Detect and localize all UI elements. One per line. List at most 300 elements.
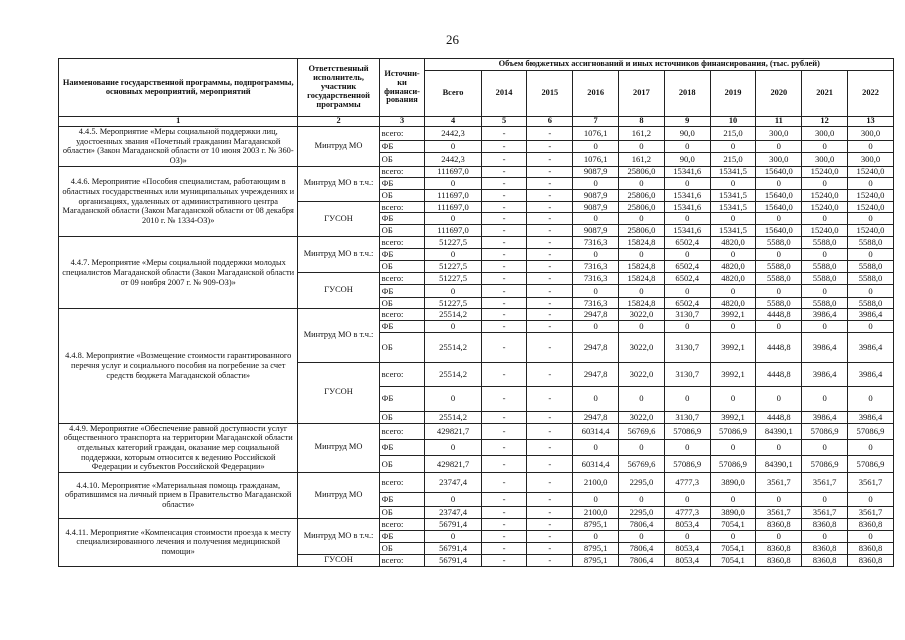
amount-cell: 3561,7 [802, 472, 848, 492]
amount-cell: 15240,0 [802, 189, 848, 201]
amount-cell: 8795,1 [573, 542, 619, 554]
amount-cell: 3986,4 [848, 411, 894, 423]
amount-cell: 0 [619, 320, 665, 332]
funding-source: ФБ [379, 140, 425, 152]
executor-cell: ГУСОН [298, 554, 379, 566]
amount-cell: 0 [619, 439, 665, 455]
amount-cell: 15240,0 [848, 224, 894, 236]
table-row [59, 166, 894, 177]
amount-cell: 51227,5 [425, 260, 481, 273]
table-row [59, 127, 894, 141]
amount-cell: 111697,0 [425, 224, 481, 236]
amount-cell: 1076,1 [573, 153, 619, 166]
executor-cell: Минтруд МО в т.ч.: [298, 166, 379, 201]
amount-cell: 8053,4 [664, 554, 710, 566]
amount-cell: 57086,9 [664, 456, 710, 472]
amount-cell: 8795,1 [573, 518, 619, 530]
amount-cell: 7316,3 [573, 273, 619, 285]
amount-cell: 0 [756, 285, 802, 297]
amount-cell: 0 [710, 320, 756, 332]
amount-cell: 3992,1 [710, 309, 756, 321]
amount-cell: - [481, 309, 527, 321]
amount-cell: 215,0 [710, 127, 756, 141]
table-header [59, 59, 894, 127]
amount-cell: - [527, 362, 573, 386]
amount-cell: 0 [710, 439, 756, 455]
amount-cell: 0 [664, 530, 710, 542]
amount-cell: 15824,8 [619, 297, 665, 309]
amount-cell: 3130,7 [664, 332, 710, 362]
amount-cell: 3992,1 [710, 362, 756, 386]
amount-cell: 0 [848, 140, 894, 152]
amount-cell: 9087,9 [573, 202, 619, 213]
amount-cell: 0 [802, 320, 848, 332]
funding-source: всего: [379, 309, 425, 321]
table-body [59, 127, 894, 567]
amount-cell: - [527, 472, 573, 492]
amount-cell: - [527, 492, 573, 506]
table-row [59, 518, 894, 530]
executor-cell: Минтруд МО в т.ч.: [298, 309, 379, 363]
amount-cell: 57086,9 [664, 423, 710, 439]
measure-name: 4.4.7. Мероприятие «Меры социальной поддержки молодых специалистов Магаданской области (Закон Магаданской области от 09 ноября 2007 г. № 909-ОЗ)» [59, 237, 298, 309]
amount-cell: 23747,4 [425, 472, 481, 492]
amount-cell: 6502,4 [664, 273, 710, 285]
header-year: 2016 [573, 71, 619, 117]
header-name: Наименование государственной программы, подпрограммы, основных мероприятий, мероприятий [59, 59, 298, 117]
amount-cell: 0 [756, 530, 802, 542]
amount-cell: 3022,0 [619, 309, 665, 321]
amount-cell: 3890,0 [710, 472, 756, 492]
amount-cell: 7054,1 [710, 554, 756, 566]
amount-cell: 0 [802, 530, 848, 542]
amount-cell: - [481, 439, 527, 455]
funding-source: всего: [379, 423, 425, 439]
amount-cell: 15240,0 [802, 166, 848, 177]
amount-cell: 0 [619, 492, 665, 506]
amount-cell: 3022,0 [619, 332, 665, 362]
budget-table [58, 58, 894, 567]
amount-cell: 2947,8 [573, 362, 619, 386]
amount-cell: 15824,8 [619, 273, 665, 285]
column-number: 1 [59, 117, 298, 127]
amount-cell: 15341,5 [710, 224, 756, 236]
amount-cell: 9087,9 [573, 189, 619, 201]
funding-source: ОБ [379, 224, 425, 236]
amount-cell: 0 [848, 213, 894, 225]
amount-cell: 84390,1 [756, 423, 802, 439]
amount-cell: - [481, 178, 527, 190]
amount-cell: 1076,1 [573, 127, 619, 141]
amount-cell: 60314,4 [573, 456, 619, 472]
amount-cell: 161,2 [619, 153, 665, 166]
amount-cell: 4820,0 [710, 237, 756, 249]
header-year: 2018 [664, 71, 710, 117]
amount-cell: 3986,4 [848, 309, 894, 321]
amount-cell: 300,0 [802, 153, 848, 166]
amount-cell: 0 [756, 386, 802, 411]
amount-cell: 0 [664, 213, 710, 225]
amount-cell: - [481, 456, 527, 472]
amount-cell: 60314,4 [573, 423, 619, 439]
amount-cell: - [481, 518, 527, 530]
amount-cell: 0 [573, 439, 619, 455]
amount-cell: 8053,4 [664, 518, 710, 530]
amount-cell: 3561,7 [802, 506, 848, 518]
amount-cell: 5588,0 [756, 260, 802, 273]
amount-cell: - [527, 166, 573, 177]
amount-cell: 0 [756, 178, 802, 190]
amount-cell: 15640,0 [756, 189, 802, 201]
amount-cell: 0 [802, 213, 848, 225]
table-row [59, 309, 894, 321]
funding-source: ФБ [379, 248, 425, 260]
amount-cell: 90,0 [664, 153, 710, 166]
funding-source: всего: [379, 166, 425, 177]
amount-cell: 57086,9 [848, 456, 894, 472]
amount-cell: 0 [710, 492, 756, 506]
amount-cell: 7806,4 [619, 518, 665, 530]
funding-source: ФБ [379, 178, 425, 190]
amount-cell: 8360,8 [848, 554, 894, 566]
amount-cell: 0 [619, 248, 665, 260]
funding-source: ФБ [379, 530, 425, 542]
amount-cell: 0 [848, 248, 894, 260]
amount-cell: 0 [848, 439, 894, 455]
amount-cell: - [481, 273, 527, 285]
amount-cell: 0 [756, 140, 802, 152]
amount-cell: 8795,1 [573, 554, 619, 566]
amount-cell: 8360,8 [756, 554, 802, 566]
amount-cell: 0 [710, 386, 756, 411]
amount-cell: 8360,8 [848, 518, 894, 530]
funding-source: всего: [379, 554, 425, 566]
amount-cell: 9087,9 [573, 224, 619, 236]
amount-cell: 0 [664, 386, 710, 411]
amount-cell: 2947,8 [573, 309, 619, 321]
amount-cell: 0 [802, 386, 848, 411]
amount-cell: 15240,0 [848, 166, 894, 177]
amount-cell: 0 [573, 140, 619, 152]
header-year: 2019 [710, 71, 756, 117]
funding-source: всего: [379, 127, 425, 141]
amount-cell: 0 [425, 320, 481, 332]
amount-cell: 4448,8 [756, 309, 802, 321]
amount-cell: 3130,7 [664, 411, 710, 423]
amount-cell: 0 [756, 248, 802, 260]
amount-cell: 5588,0 [848, 273, 894, 285]
funding-source: ФБ [379, 213, 425, 225]
amount-cell: 7316,3 [573, 297, 619, 309]
amount-cell: 15824,8 [619, 260, 665, 273]
amount-cell: 0 [710, 530, 756, 542]
header-volume: Объем бюджетных ассигнований и иных источников финансирования, (тыс. рублей) [425, 59, 894, 71]
header-year: 2014 [481, 71, 527, 117]
amount-cell: 2100,0 [573, 472, 619, 492]
amount-cell: 15341,6 [664, 224, 710, 236]
amount-cell: 3561,7 [848, 472, 894, 492]
amount-cell: 0 [710, 213, 756, 225]
header-year: 2015 [527, 71, 573, 117]
executor-cell: ГУСОН [298, 362, 379, 423]
amount-cell: 23747,4 [425, 506, 481, 518]
amount-cell: - [527, 248, 573, 260]
amount-cell: 0 [756, 213, 802, 225]
amount-cell: 15341,6 [664, 189, 710, 201]
amount-cell: 15341,6 [664, 202, 710, 213]
measure-name: 4.4.6. Мероприятие «Пособия специалистам, работающим в областных государственных или муниципальных учреждениях и организациях, удаленных от административного центра Магаданской области (Закон Магаданской области от 08 декабря 2010 г. № 1334-ОЗ)» [59, 166, 298, 237]
amount-cell: 0 [425, 140, 481, 152]
amount-cell: 3561,7 [848, 506, 894, 518]
amount-cell: 7316,3 [573, 260, 619, 273]
amount-cell: - [527, 297, 573, 309]
amount-cell: 0 [802, 248, 848, 260]
amount-cell: - [527, 554, 573, 566]
amount-cell: 111697,0 [425, 189, 481, 201]
amount-cell: - [481, 237, 527, 249]
amount-cell: 15240,0 [802, 224, 848, 236]
amount-cell: - [481, 386, 527, 411]
funding-source: ФБ [379, 492, 425, 506]
amount-cell: - [481, 542, 527, 554]
amount-cell: 57086,9 [710, 456, 756, 472]
measure-name: 4.4.11. Мероприятие «Компенсация стоимости проезда к месту специализированного лечения и получения медицинской помощи» [59, 518, 298, 566]
amount-cell: 3890,0 [710, 506, 756, 518]
amount-cell: 3992,1 [710, 332, 756, 362]
amount-cell: 0 [619, 285, 665, 297]
amount-cell: 8053,4 [664, 542, 710, 554]
amount-cell: - [527, 423, 573, 439]
amount-cell: 0 [619, 530, 665, 542]
amount-cell: 0 [425, 492, 481, 506]
amount-cell: 25806,0 [619, 202, 665, 213]
amount-cell: - [527, 542, 573, 554]
funding-source: всего: [379, 362, 425, 386]
funding-source: ФБ [379, 285, 425, 297]
amount-cell: 8360,8 [802, 518, 848, 530]
amount-cell: - [481, 423, 527, 439]
amount-cell: 0 [619, 140, 665, 152]
amount-cell: 2947,8 [573, 332, 619, 362]
amount-cell: 0 [664, 492, 710, 506]
amount-cell: 5588,0 [756, 297, 802, 309]
amount-cell: 300,0 [848, 127, 894, 141]
amount-cell: - [527, 456, 573, 472]
amount-cell: 0 [425, 439, 481, 455]
amount-cell: 0 [802, 492, 848, 506]
amount-cell: 0 [710, 248, 756, 260]
amount-cell: 15824,8 [619, 237, 665, 249]
header-year: 2020 [756, 71, 802, 117]
amount-cell: 161,2 [619, 127, 665, 141]
amount-cell: 4777,3 [664, 472, 710, 492]
amount-cell: 0 [573, 386, 619, 411]
amount-cell: 3022,0 [619, 362, 665, 386]
amount-cell: - [481, 332, 527, 362]
column-number: 4 [425, 117, 481, 127]
funding-source: ОБ [379, 411, 425, 423]
executor-cell: Минтруд МО в т.ч.: [298, 518, 379, 554]
amount-cell: 15341,5 [710, 166, 756, 177]
amount-cell: 57086,9 [802, 423, 848, 439]
amount-cell: - [527, 140, 573, 152]
amount-cell: 51227,5 [425, 237, 481, 249]
amount-cell: 0 [802, 439, 848, 455]
header-year: 2022 [848, 71, 894, 117]
amount-cell: - [527, 189, 573, 201]
amount-cell: 0 [664, 285, 710, 297]
column-number: 13 [848, 117, 894, 127]
page-number: 26 [446, 32, 459, 47]
amount-cell: 25806,0 [619, 189, 665, 201]
funding-source: всего: [379, 273, 425, 285]
column-number: 6 [527, 117, 573, 127]
amount-cell: 0 [619, 178, 665, 190]
funding-source: ОБ [379, 297, 425, 309]
amount-cell: - [527, 320, 573, 332]
amount-cell: - [481, 248, 527, 260]
funding-source: ФБ [379, 386, 425, 411]
amount-cell: 25806,0 [619, 166, 665, 177]
amount-cell: 15640,0 [756, 202, 802, 213]
amount-cell: 0 [573, 248, 619, 260]
amount-cell: - [527, 224, 573, 236]
amount-cell: 0 [710, 178, 756, 190]
amount-cell: 0 [619, 213, 665, 225]
amount-cell: - [527, 178, 573, 190]
amount-cell: - [481, 297, 527, 309]
amount-cell: - [481, 140, 527, 152]
column-number: 8 [619, 117, 665, 127]
amount-cell: 5588,0 [802, 260, 848, 273]
executor-cell: ГУСОН [298, 273, 379, 309]
amount-cell: 25514,2 [425, 332, 481, 362]
funding-source: ОБ [379, 153, 425, 166]
executor-cell: Минтруд МО [298, 423, 379, 472]
amount-cell: - [481, 260, 527, 273]
amount-cell: - [527, 386, 573, 411]
amount-cell: - [527, 213, 573, 225]
amount-cell: - [481, 530, 527, 542]
executor-cell: ГУСОН [298, 202, 379, 237]
amount-cell: 0 [802, 285, 848, 297]
amount-cell: - [481, 285, 527, 297]
amount-cell: 111697,0 [425, 202, 481, 213]
column-number-row [59, 117, 894, 127]
amount-cell: 2100,0 [573, 506, 619, 518]
amount-cell: 2295,0 [619, 506, 665, 518]
amount-cell: - [527, 506, 573, 518]
amount-cell: 2295,0 [619, 472, 665, 492]
amount-cell: 5588,0 [848, 297, 894, 309]
amount-cell: - [481, 320, 527, 332]
amount-cell: 0 [573, 492, 619, 506]
amount-cell: 56791,4 [425, 518, 481, 530]
amount-cell: - [481, 213, 527, 225]
amount-cell: 15640,0 [756, 224, 802, 236]
header-total: Всего [425, 71, 481, 117]
amount-cell: 0 [573, 320, 619, 332]
amount-cell: - [527, 332, 573, 362]
amount-cell: - [481, 224, 527, 236]
amount-cell: - [481, 506, 527, 518]
amount-cell: 15341,6 [664, 166, 710, 177]
amount-cell: 2442,3 [425, 153, 481, 166]
amount-cell: - [527, 237, 573, 249]
amount-cell: 5588,0 [756, 237, 802, 249]
column-number: 3 [379, 117, 425, 127]
amount-cell: 56791,4 [425, 542, 481, 554]
amount-cell: - [527, 411, 573, 423]
amount-cell: 3986,4 [802, 332, 848, 362]
measure-name: 4.4.5. Мероприятие «Меры социальной поддержки лиц, удостоенных звания «Почетный гражданин Магаданской области» (Закон Магаданской области от 10 июня 2003 г. № 360-ОЗ)» [59, 127, 298, 167]
amount-cell: 3986,4 [802, 411, 848, 423]
amount-cell: 5588,0 [802, 297, 848, 309]
amount-cell: 7806,4 [619, 554, 665, 566]
amount-cell: 7054,1 [710, 518, 756, 530]
amount-cell: 7806,4 [619, 542, 665, 554]
amount-cell: 0 [710, 285, 756, 297]
amount-cell: 0 [848, 178, 894, 190]
amount-cell: - [481, 554, 527, 566]
amount-cell: 0 [425, 285, 481, 297]
amount-cell: 3130,7 [664, 362, 710, 386]
amount-cell: 300,0 [756, 127, 802, 141]
amount-cell: - [481, 166, 527, 177]
amount-cell: 300,0 [802, 127, 848, 141]
table-row [59, 237, 894, 249]
header-year: 2017 [619, 71, 665, 117]
amount-cell: - [481, 411, 527, 423]
amount-cell: 0 [802, 140, 848, 152]
amount-cell: 56769,6 [619, 456, 665, 472]
amount-cell: 215,0 [710, 153, 756, 166]
amount-cell: 3130,7 [664, 309, 710, 321]
amount-cell: 300,0 [848, 153, 894, 166]
amount-cell: 0 [802, 178, 848, 190]
amount-cell: 0 [664, 439, 710, 455]
amount-cell: 0 [848, 320, 894, 332]
amount-cell: 3561,7 [756, 506, 802, 518]
amount-cell: 5588,0 [756, 273, 802, 285]
funding-source: ФБ [379, 439, 425, 455]
amount-cell: 0 [425, 386, 481, 411]
funding-source: всего: [379, 237, 425, 249]
funding-source: ОБ [379, 260, 425, 273]
amount-cell: 0 [756, 439, 802, 455]
amount-cell: - [527, 273, 573, 285]
amount-cell: 57086,9 [710, 423, 756, 439]
amount-cell: 15640,0 [756, 166, 802, 177]
amount-cell: 0 [425, 248, 481, 260]
funding-source: всего: [379, 202, 425, 213]
amount-cell: 4448,8 [756, 411, 802, 423]
header-source: Источни-ки финанси-рования [379, 59, 425, 117]
amount-cell: 429821,7 [425, 423, 481, 439]
column-number: 7 [573, 117, 619, 127]
column-number: 9 [664, 117, 710, 127]
amount-cell: - [481, 472, 527, 492]
amount-cell: 0 [848, 530, 894, 542]
amount-cell: - [527, 285, 573, 297]
amount-cell: - [481, 127, 527, 141]
amount-cell: 8360,8 [848, 542, 894, 554]
amount-cell: 0 [664, 178, 710, 190]
column-number: 12 [802, 117, 848, 127]
amount-cell: - [481, 153, 527, 166]
amount-cell: 3022,0 [619, 411, 665, 423]
amount-cell: 8360,8 [756, 518, 802, 530]
